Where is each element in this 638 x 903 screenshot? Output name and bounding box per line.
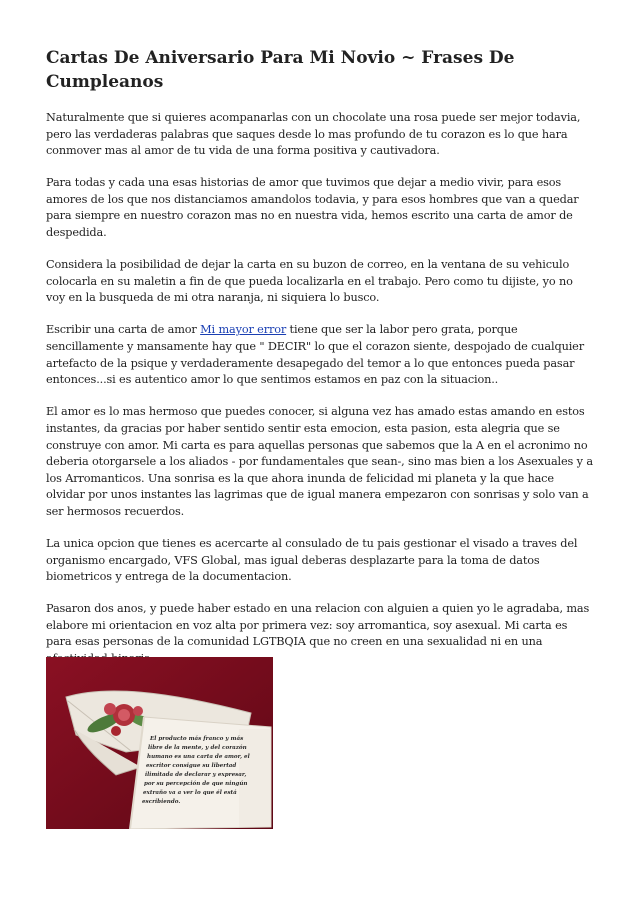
card-line-8: escribiendo. [142,799,181,805]
paragraph-6: La unica opcion que tienes es acercarte al consulado de tu pais gestionar el visado a traves del organismo encargado, VFS Global, mas igual deberas desplazarte para la toma de datos biometricos y entrega de la documentacion. [46,536,578,584]
paragraph-4-before: Escribir una carta de amor [46,323,201,337]
paragraph-2: Para todas y cada una esas historias de amor que tuvimos que dejar a medio vivir, para esos amores de los que nos distanciamos amandolos todavia, y para esos hombres que van a quedar para siempre en nuestro corazon mas no en nuestra vida, hemos escrito una carta de amor de despedida. [46,176,579,240]
love-letter-illustration [46,657,273,829]
paragraph-5: El amor es lo mas hermoso que puedes conocer, si alguna vez has amado estas amando en estos instantes, da gracias por haber sentido sentir esta emocion, esta pasion, esta alegria que se construye con amor. Mi carta es para aquellas personas que sabemos que la A en el acronimo no deberia otorgarsele a los aliados - por fundamentales que sean-, sino mas bien a los Asexuales y a los Arromanticos. Una sonrisa es la que ahora inunda de felicidad mi planeta y la que hace olvidar por unos instantes las lagrimas que de igual manera empezaron con sonrisas y solo van a ser hermosos recuerdos. [46,405,593,518]
card-line-5: ilimitada de declarar y expresar, [145,772,247,778]
card-line-3: humano es una carta de amor, el [147,754,250,760]
card-line-6: por su percepción de que ningún [144,781,248,787]
card-line-2: libre de la mente, y del corazón [148,745,247,751]
mi-mayor-error-link[interactable]: Mi mayor error [200,323,287,337]
paragraph-4-after: tiene que ser la labor pero grata, porque sencillamente y mansamente hay que " DECIR" lo que el corazon siente, despojado de cualquier artefacto de la psique y verdaderamente desapegado del temor a lo que entonces pueda pasar entonces...si es autentico amor lo que sentimos estamos en paz con la situacion.. [46,323,584,387]
card-line-4: escritor consigue su libertad [146,763,237,769]
page-title: Cartas De Aniversario Para Mi Novio ~ Frases De Cumpleanos [46,48,515,92]
paragraph-4 [46,322,594,388]
paragraph-3: Considera la posibilidad de dejar la carta en su buzon de correo, en la ventana de su vehiculo colocarla en su maletin a fin de que pueda localizarla en el trabajo. Pero como tu dijiste, yo no voy en la busqueda de mi otra naranja, ni siquiera lo busco. [46,258,573,305]
paragraph-7: Pasaron dos anos, y puede haber estado en una relacion con alguien a quien yo le agradaba, mas elabore mi orientacion en voz alta por primera vez: soy arromantica, soy asexual. Mi carta es para esas personas de la comunidad LGTBQIA que no creen en una sexualidad ni en una [46,602,590,649]
card-line-1: El producto más franco y más [150,736,244,742]
love-letter-image [46,657,273,829]
document-page [46,46,594,668]
card-line-7: extraño va a ver lo que él está [143,790,237,796]
paragraph-1: Naturalmente que si quieres acompanarlas con un chocolate una rosa puede ser mejor todavia, pero las verdaderas palabras que saques desde lo mas profundo de tu corazon es lo que hara conmover mas al amor de tu vida de una forma positiva y cautivadora. [46,111,581,158]
